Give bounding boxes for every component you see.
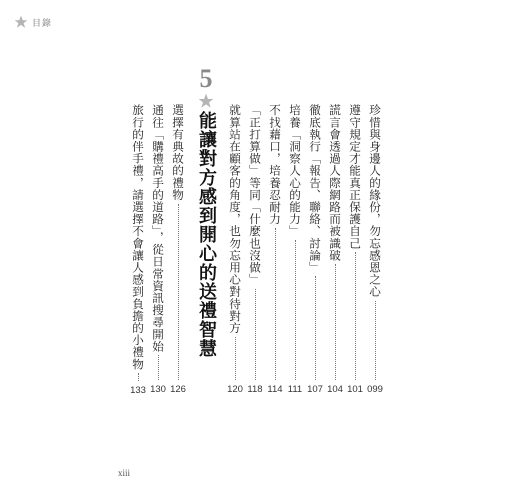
toc-page-number: 099 [367, 384, 383, 395]
toc-entry-text: 「正打算做」等同「什麼也沒做」 [248, 104, 262, 286]
toc-entry-text: 不找藉口，培養忍耐力 [268, 104, 282, 225]
toc-entry [347, 104, 363, 396]
toc-page-number: 104 [327, 384, 343, 395]
chapter-number: 5 [199, 64, 213, 93]
dotted-leader [235, 337, 236, 380]
toc-entry-text: 選擇有典故的禮物 [171, 104, 185, 201]
dotted-leader [315, 276, 316, 380]
toc-entry [287, 104, 303, 396]
toc-page-number: 118 [247, 384, 263, 395]
toc-entry [307, 104, 323, 396]
dotted-leader [255, 289, 256, 381]
toc-entry [170, 104, 186, 396]
chapter-heading [194, 66, 218, 358]
toc-entry [267, 104, 283, 396]
toc-page-number: 111 [287, 384, 303, 395]
toc-entry-text: 培養「洞察人心的能力」 [288, 104, 302, 238]
toc-entry [150, 104, 166, 396]
toc-page-number: 101 [347, 384, 363, 395]
toc-entry-text: 通往「購禮高手的道路」，從日常資訊搜尋開始 [151, 104, 165, 353]
dotted-leader [178, 204, 179, 380]
star-icon [198, 93, 214, 109]
toc-page-number: 114 [267, 384, 283, 395]
toc-entry [327, 104, 343, 396]
dotted-leader [335, 264, 336, 380]
toc-entry [130, 104, 146, 396]
chapter-title: 能讓對方感到開心的送禮智慧 [196, 111, 217, 358]
toc-entry [227, 104, 243, 396]
star-icon [14, 15, 28, 29]
toc-entry [367, 104, 383, 396]
dotted-leader [355, 252, 356, 380]
toc-entry-text: 謊言會透過人際網路而被識破 [328, 104, 342, 262]
dotted-leader [138, 373, 139, 381]
toc-entry-text: 珍惜與身邊人的緣份，勿忘感恩之心 [368, 104, 382, 298]
toc-page-number: 130 [150, 384, 166, 395]
toc-entry-text: 徹底執行「報告、聯絡、討論」 [308, 104, 322, 274]
toc-entry-text: 遵守規定才能真正保護自己 [348, 104, 362, 250]
toc-page-number: 107 [307, 384, 323, 395]
page-number: xiii [118, 468, 131, 478]
dotted-leader [158, 355, 159, 380]
toc-entry [247, 104, 263, 396]
toc-entry-text: 旅行的伴手禮，請選擇不會讓人感到負擔的小禮物 [131, 104, 145, 371]
dotted-leader [275, 228, 276, 380]
header-title: 目錄 [32, 18, 53, 29]
toc-page-number: 126 [170, 384, 186, 395]
toc-page-number: 133 [130, 385, 146, 397]
dotted-leader [295, 240, 296, 380]
dotted-leader [375, 301, 376, 380]
toc-entry-text: 就算站在顧客的角度，也勿忘用心對待對方 [228, 104, 242, 334]
toc-page-number: 120 [227, 384, 243, 395]
header [14, 14, 52, 30]
